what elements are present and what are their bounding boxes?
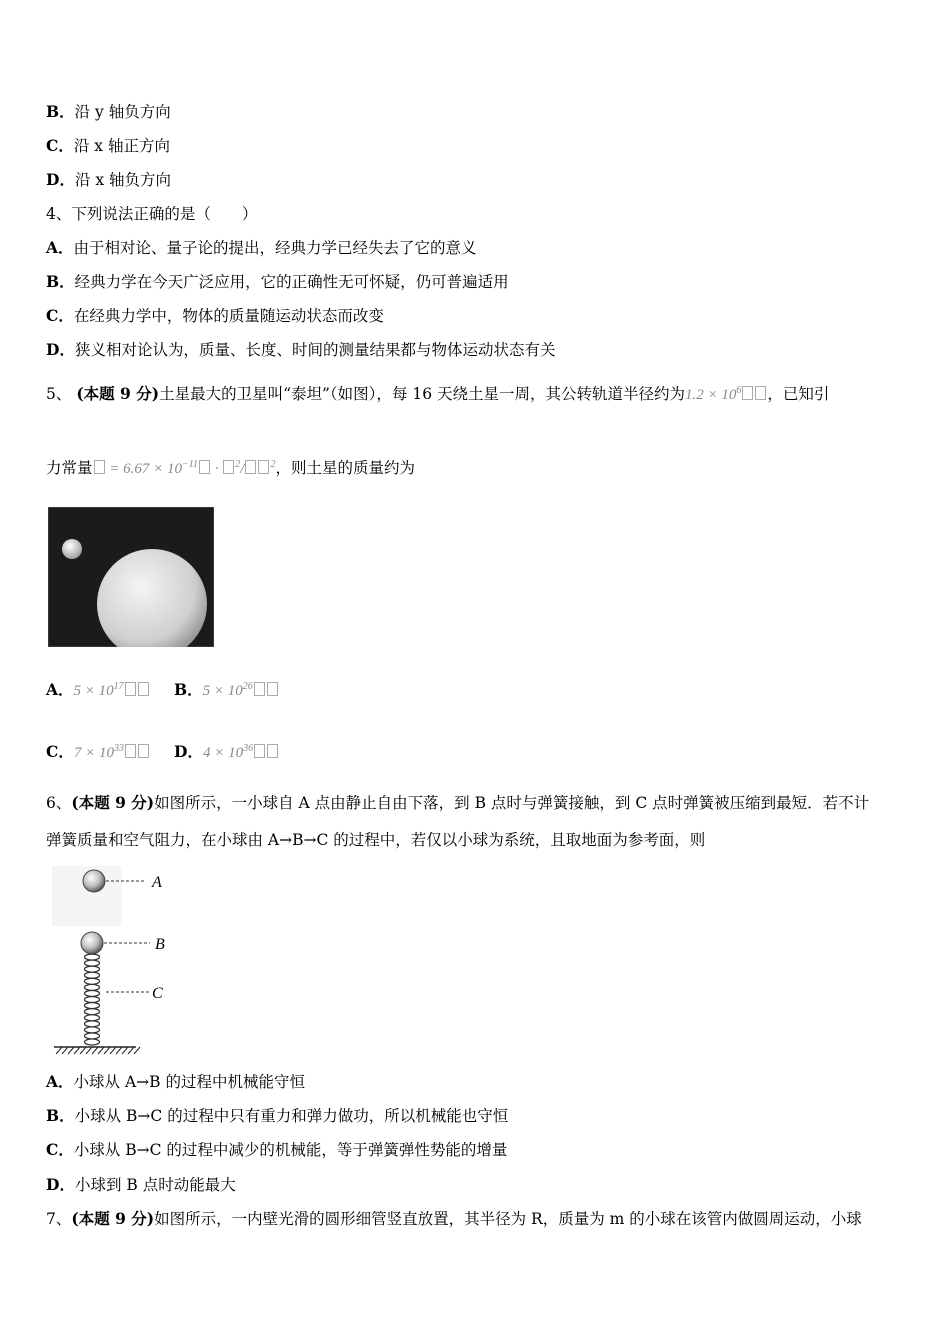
- q3-option-c: C．沿 x 轴正方向: [46, 136, 170, 155]
- q6-stem-line1: 6、(本题 9 分)如图所示，一小球自 A 点由静止自由下落，到 B 点时与弹簧接触，到 C 点时弹簧被压缩到最短．若不计: [46, 793, 870, 812]
- q4-option-c: C．在经典力学中，物体的质量随运动状态而改变: [46, 306, 384, 325]
- q5-option-b: B．$5 \times 10^{26}$: [174, 676, 279, 702]
- q5-radius-formula: $1.2 \times 10^6$: [685, 387, 767, 403]
- q4-option-a: A．由于相对论、量子论的提出，经典力学已经失去了它的意义: [46, 238, 477, 257]
- q7-stem: 7、(本题 9 分)如图所示，一内壁光滑的圆形细管竖直放置，其半径为 R，质量为 m 的小球在该管内做圆周运动，小球: [46, 1209, 862, 1228]
- spring-icon: [85, 954, 100, 1045]
- q6-option-a: A．小球从 A→B 的过程中机械能守恒: [46, 1072, 305, 1091]
- q6-option-c: C．小球从 B→C 的过程中减少的机械能，等于弹簧弹性势能的增量: [46, 1140, 508, 1159]
- q6-stem-line2: 弹簧质量和空气阻力，在小球由 A→B→C 的过程中，若仅以小球为系统，且取地面为参考面，则: [46, 831, 706, 849]
- label-b: B: [155, 936, 165, 953]
- ball-a-icon: [83, 870, 105, 892]
- q5-option-d: D．$4 \times 10^{36}$: [174, 738, 279, 764]
- q4-option-b: B．经典力学在今天广泛应用，它的正确性无可怀疑，仍可普遍适用: [46, 272, 509, 291]
- q5-stem-line1: 5、 (本题 9 分)土星最大的卫星叫“泰坦”（如图），每 16 天绕土星一周，其公转轨道半径约为$1.2 \times 10^6$ ，已知引: [46, 384, 830, 403]
- q4-stem: 4、下列说法正确的是（ ）: [46, 205, 258, 223]
- q6-option-d: D．小球到 B 点时动能最大: [46, 1175, 236, 1194]
- q5-stem-line2: 力常量 = $6.67 \times 10^{-11} \cdot ^2/$ $^2$，则土星的质量约为: [46, 459, 415, 477]
- q5-option-c: C．$7 \times 10^{33}$: [46, 738, 150, 764]
- q3-option-b: B．沿 y 轴负方向: [46, 102, 171, 121]
- q6-option-b: B．小球从 B→C 的过程中只有重力和弹力做功，所以机械能也守恒: [46, 1106, 509, 1125]
- q3-option-d: D．沿 x 轴负方向: [46, 170, 172, 189]
- titan-moon-icon: [62, 539, 82, 559]
- spring-ball-figure: [46, 862, 186, 1058]
- q5-gravity-formula: = $6.67 \times 10^{-11} \cdot ^2/$ $^2$: [93, 461, 276, 477]
- q5-option-a: A．$5 \times 10^{17}$: [46, 676, 150, 702]
- q4-option-d: D．狭义相对论认为，质量、长度、时间的测量结果都与物体运动状态有关: [46, 340, 556, 359]
- label-a: A: [152, 874, 162, 891]
- label-c: C: [152, 985, 163, 1002]
- saturn-titan-figure: [48, 507, 214, 647]
- ball-b-icon: [81, 932, 103, 954]
